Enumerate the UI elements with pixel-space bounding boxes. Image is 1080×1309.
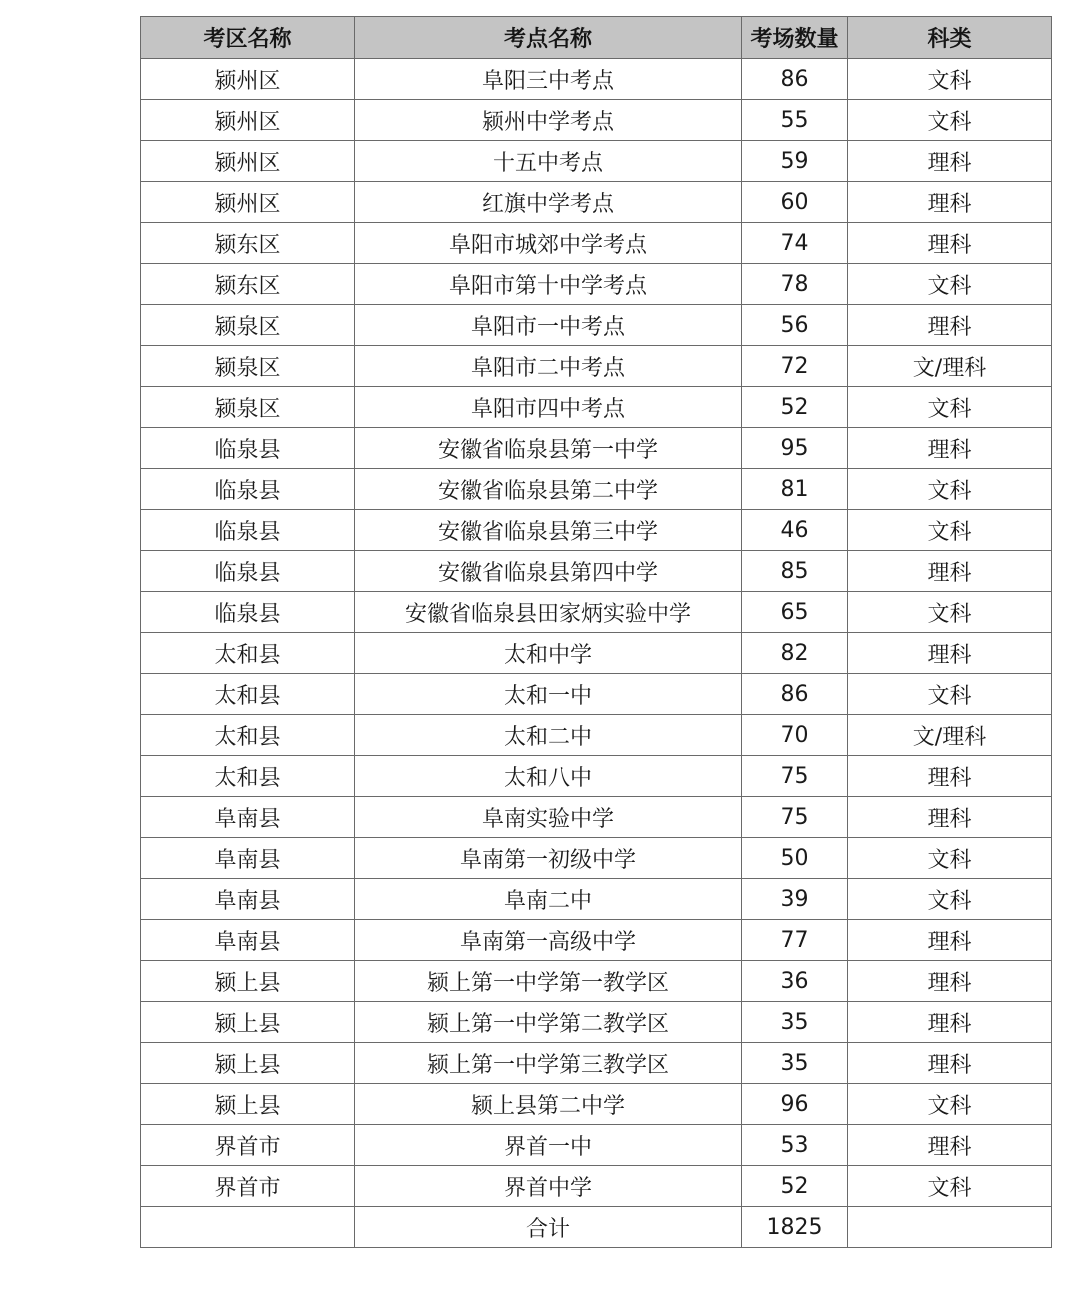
cell-rooms: 82 [742,633,848,674]
cell-site: 阜阳市城郊中学考点 [355,223,742,264]
table-row [141,346,1052,387]
table-row [141,1125,1052,1166]
table-row [141,141,1052,182]
cell-subject: 理科 [848,920,1052,961]
table-row [141,305,1052,346]
header-row [141,17,1052,59]
cell-subject: 理科 [848,756,1052,797]
cell-district: 太和县 [141,633,355,674]
cell-district: 颍泉区 [141,387,355,428]
total-rooms: 1825 [742,1207,848,1248]
cell-district: 颍州区 [141,59,355,100]
table-row [141,838,1052,879]
cell-site: 阜南二中 [355,879,742,920]
cell-subject: 理科 [848,1002,1052,1043]
cell-subject: 文科 [848,59,1052,100]
cell-rooms: 70 [742,715,848,756]
cell-site: 太和二中 [355,715,742,756]
cell-site: 安徽省临泉县田家炳实验中学 [355,592,742,633]
cell-rooms: 77 [742,920,848,961]
cell-site: 颍上县第二中学 [355,1084,742,1125]
cell-subject: 理科 [848,141,1052,182]
table-header [141,17,1052,59]
cell-rooms: 96 [742,1084,848,1125]
cell-subject: 文/理科 [848,346,1052,387]
cell-district: 颍东区 [141,264,355,305]
table-row [141,920,1052,961]
cell-subject: 文科 [848,100,1052,141]
table-row [141,715,1052,756]
table-row [141,961,1052,1002]
cell-district: 临泉县 [141,428,355,469]
cell-district: 太和县 [141,674,355,715]
cell-rooms: 56 [742,305,848,346]
cell-rooms: 95 [742,428,848,469]
cell-district: 颍州区 [141,182,355,223]
table-row [141,264,1052,305]
cell-site: 颍上第一中学第一教学区 [355,961,742,1002]
cell-district: 临泉县 [141,469,355,510]
cell-subject: 文科 [848,510,1052,551]
cell-site: 颍上第一中学第二教学区 [355,1002,742,1043]
cell-district: 颍泉区 [141,346,355,387]
total-subject-empty [848,1207,1052,1248]
cell-site: 界首中学 [355,1166,742,1207]
table-row [141,756,1052,797]
cell-district: 临泉县 [141,510,355,551]
cell-district: 临泉县 [141,592,355,633]
cell-rooms: 59 [742,141,848,182]
cell-rooms: 60 [742,182,848,223]
table-row [141,100,1052,141]
cell-subject: 理科 [848,1043,1052,1084]
cell-rooms: 35 [742,1043,848,1084]
cell-rooms: 75 [742,756,848,797]
total-label: 合计 [355,1207,742,1248]
cell-rooms: 36 [742,961,848,1002]
cell-rooms: 86 [742,59,848,100]
cell-site: 太和八中 [355,756,742,797]
cell-site: 安徽省临泉县第四中学 [355,551,742,592]
cell-site: 阜阳市一中考点 [355,305,742,346]
cell-rooms: 53 [742,1125,848,1166]
cell-district: 临泉县 [141,551,355,592]
cell-district: 阜南县 [141,879,355,920]
table-row [141,633,1052,674]
cell-subject: 文科 [848,592,1052,633]
table-row [141,182,1052,223]
cell-site: 红旗中学考点 [355,182,742,223]
table-row [141,1084,1052,1125]
table-row [141,428,1052,469]
cell-subject: 理科 [848,223,1052,264]
header-rooms: 考场数量 [742,17,848,59]
header-district: 考区名称 [141,17,355,59]
cell-district: 颍东区 [141,223,355,264]
cell-site: 阜阳市二中考点 [355,346,742,387]
cell-district: 颍上县 [141,1002,355,1043]
header-subject: 科类 [848,17,1052,59]
cell-site: 阜南实验中学 [355,797,742,838]
cell-subject: 理科 [848,1125,1052,1166]
cell-subject: 理科 [848,961,1052,1002]
cell-site: 太和一中 [355,674,742,715]
cell-site: 颍上第一中学第三教学区 [355,1043,742,1084]
cell-district: 太和县 [141,715,355,756]
cell-subject: 文/理科 [848,715,1052,756]
table-row [141,510,1052,551]
cell-subject: 文科 [848,387,1052,428]
table-row [141,59,1052,100]
cell-district: 颍州区 [141,141,355,182]
cell-subject: 文科 [848,879,1052,920]
cell-site: 安徽省临泉县第二中学 [355,469,742,510]
cell-site: 界首一中 [355,1125,742,1166]
cell-subject: 理科 [848,551,1052,592]
cell-site: 阜阳三中考点 [355,59,742,100]
cell-site: 颍州中学考点 [355,100,742,141]
cell-subject: 文科 [848,838,1052,879]
total-district-empty [141,1207,355,1248]
cell-district: 阜南县 [141,838,355,879]
table-row [141,387,1052,428]
cell-site: 阜阳市第十中学考点 [355,264,742,305]
cell-rooms: 75 [742,797,848,838]
table-footer [141,1207,1052,1248]
table-row [141,469,1052,510]
cell-subject: 理科 [848,428,1052,469]
cell-site: 安徽省临泉县第一中学 [355,428,742,469]
cell-subject: 文科 [848,674,1052,715]
cell-subject: 理科 [848,305,1052,346]
cell-subject: 理科 [848,633,1052,674]
cell-rooms: 50 [742,838,848,879]
cell-subject: 文科 [848,469,1052,510]
table-row [141,551,1052,592]
cell-subject: 文科 [848,1084,1052,1125]
cell-site: 阜南第一初级中学 [355,838,742,879]
cell-rooms: 86 [742,674,848,715]
cell-rooms: 65 [742,592,848,633]
cell-rooms: 78 [742,264,848,305]
cell-site: 十五中考点 [355,141,742,182]
cell-district: 阜南县 [141,920,355,961]
cell-district: 颍泉区 [141,305,355,346]
cell-district: 阜南县 [141,797,355,838]
table-row [141,1043,1052,1084]
cell-subject: 文科 [848,1166,1052,1207]
cell-rooms: 46 [742,510,848,551]
cell-site: 太和中学 [355,633,742,674]
table-row [141,797,1052,838]
cell-rooms: 85 [742,551,848,592]
cell-rooms: 52 [742,1166,848,1207]
cell-rooms: 55 [742,100,848,141]
table-body [141,59,1052,1207]
cell-subject: 文科 [848,264,1052,305]
cell-district: 界首市 [141,1125,355,1166]
cell-rooms: 72 [742,346,848,387]
cell-rooms: 74 [742,223,848,264]
table-row [141,592,1052,633]
cell-rooms: 52 [742,387,848,428]
cell-site: 阜阳市四中考点 [355,387,742,428]
cell-district: 界首市 [141,1166,355,1207]
cell-site: 阜南第一高级中学 [355,920,742,961]
cell-district: 颍上县 [141,1043,355,1084]
cell-district: 颍州区 [141,100,355,141]
cell-rooms: 39 [742,879,848,920]
table-row [141,674,1052,715]
table-row [141,879,1052,920]
cell-district: 颍上县 [141,1084,355,1125]
table-row [141,1002,1052,1043]
cell-site: 安徽省临泉县第三中学 [355,510,742,551]
table-row [141,223,1052,264]
table-row [141,1166,1052,1207]
cell-rooms: 81 [742,469,848,510]
cell-subject: 理科 [848,797,1052,838]
total-row [141,1207,1052,1248]
cell-rooms: 35 [742,1002,848,1043]
cell-district: 颍上县 [141,961,355,1002]
exam-site-table [140,16,1052,1248]
header-site: 考点名称 [355,17,742,59]
cell-district: 太和县 [141,756,355,797]
cell-subject: 理科 [848,182,1052,223]
